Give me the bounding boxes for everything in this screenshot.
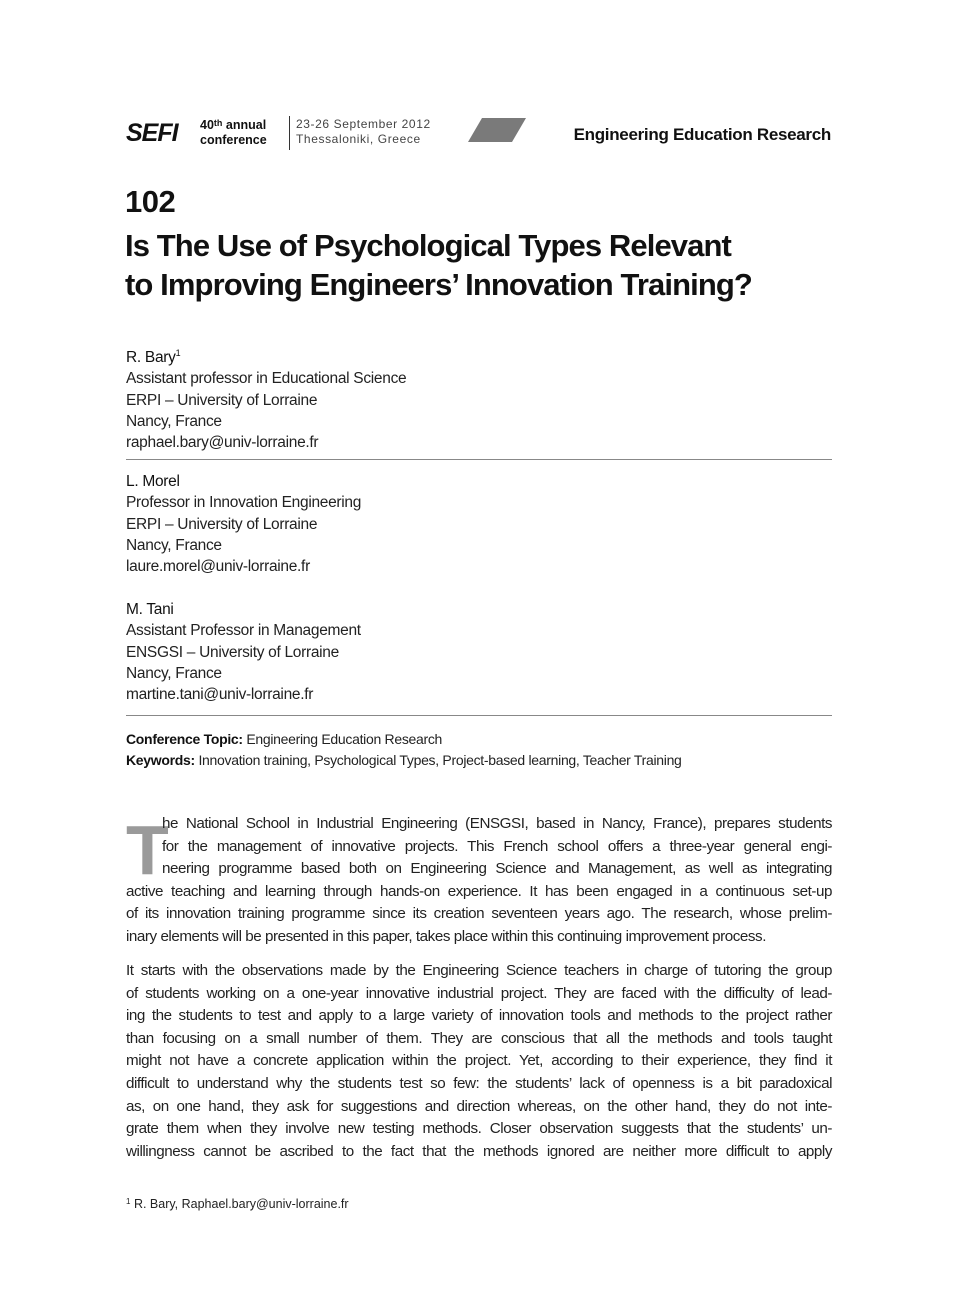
author-email: martine.tani@univ-lorraine.fr [126,686,314,704]
author-position: Assistant professor in Educational Science [126,370,407,388]
text-line: than focusing on a small number of them. They are conscious that all the methods and tools taught [126,1029,832,1047]
author-city: Nancy, France [126,412,222,430]
conference-dates [296,117,431,147]
author-name: M. Tani [126,601,174,618]
author-block [126,599,832,705]
header-parallelogram-graphic [468,118,526,142]
text-line: he National School in Industrial Engineering (ENSGSI, based in Nancy, France), prepares students [162,815,832,832]
text-line: willingness cannot be ascribed to the fact that the methods ignored are neither more difficult to apply [126,1142,832,1160]
paper-meta [126,729,682,771]
author-city: Nancy, France [126,536,222,554]
text-line: of students working on a one-year innovative industrial project. They are faced with the difficulty of lead- [126,984,832,1002]
conference-date-range: 23-26 September 2012 [296,117,431,131]
text-line: inary elements will be presented in this paper, takes place within this continuing improvement process. [126,927,766,945]
text-line: for the management of innovative projects. This French school offers a three-year general engi- [162,837,832,855]
body-paragraph-1 [126,813,832,949]
author-block [126,343,832,453]
author-position: Assistant Professor in Management [126,622,361,640]
paper-title: Is The Use of Psychological Types Relevant to Improving Engineers’ Innovation Training? [125,228,752,302]
text-line: grate them when they involve new testing methods. Closer observation suggests that the students’ un- [126,1120,832,1138]
conference-location: Thessaloniki, Greece [296,132,421,146]
text-line: ing the students to test and apply to a large variety of innovation tools and methods to the project rather [126,1007,832,1025]
author-email: laure.morel@univ-lorraine.fr [126,558,310,576]
divider [126,459,832,460]
text-line: as, on one hand, they ask for suggestions and direction whereas, on the other hand, they do not inte- [126,1097,832,1115]
conference-label: 40th annual conference [200,118,267,147]
author-institution: ENSGSI – University of Lorraine [126,643,339,661]
text-line: might not have a concrete application within the project. Yet, according to their experience, they find it [126,1052,832,1070]
header-divider [289,116,290,150]
conference-header [126,114,831,150]
text-line: difficult to understand why the students test so few: the students’ lack of openness is a bit paradoxical [126,1074,832,1092]
author-institution: ERPI – University of Lorraine [126,515,318,533]
text-line: of its innovation training programme since its creation seventeen years ago. The research, whose prelim- [126,905,832,923]
keywords: Keywords: Innovation training, Psychological Types, Project-based learning, Teacher Training [126,752,682,768]
drop-cap: T [126,811,169,889]
text-line: neering programme based both on Engineering Science and Management, as well as integrating [162,860,832,878]
author-institution: ERPI – University of Lorraine [126,391,318,409]
author-name: L. Morel [126,473,180,490]
author-position: Professor in Innovation Engineering [126,494,362,512]
section-title: Engineering Education Research [573,125,831,144]
paper-number: 102 [125,184,176,219]
svg-text:SEFI: SEFI [126,120,178,144]
text-line: It starts with the observations made by the Engineering Science teachers in charge of tutoring the group [126,962,832,979]
body-paragraph-2 [126,960,832,1163]
author-name: R. Bary$^1$ [126,348,181,366]
text-line: active teaching and learning through hands-on experience. It has been engaged in a continuous set-up [126,882,832,900]
author-email: raphael.bary@univ-lorraine.fr [126,434,319,452]
author-city: Nancy, France [126,664,222,682]
sefi-logo [126,120,188,144]
conference-topic: Conference Topic: Engineering Education Research [126,731,443,747]
author-block [126,471,832,577]
divider [126,715,832,716]
footnote: $^1$ R. Bary, Raphael.bary@univ-lorraine.fr [126,1197,349,1211]
